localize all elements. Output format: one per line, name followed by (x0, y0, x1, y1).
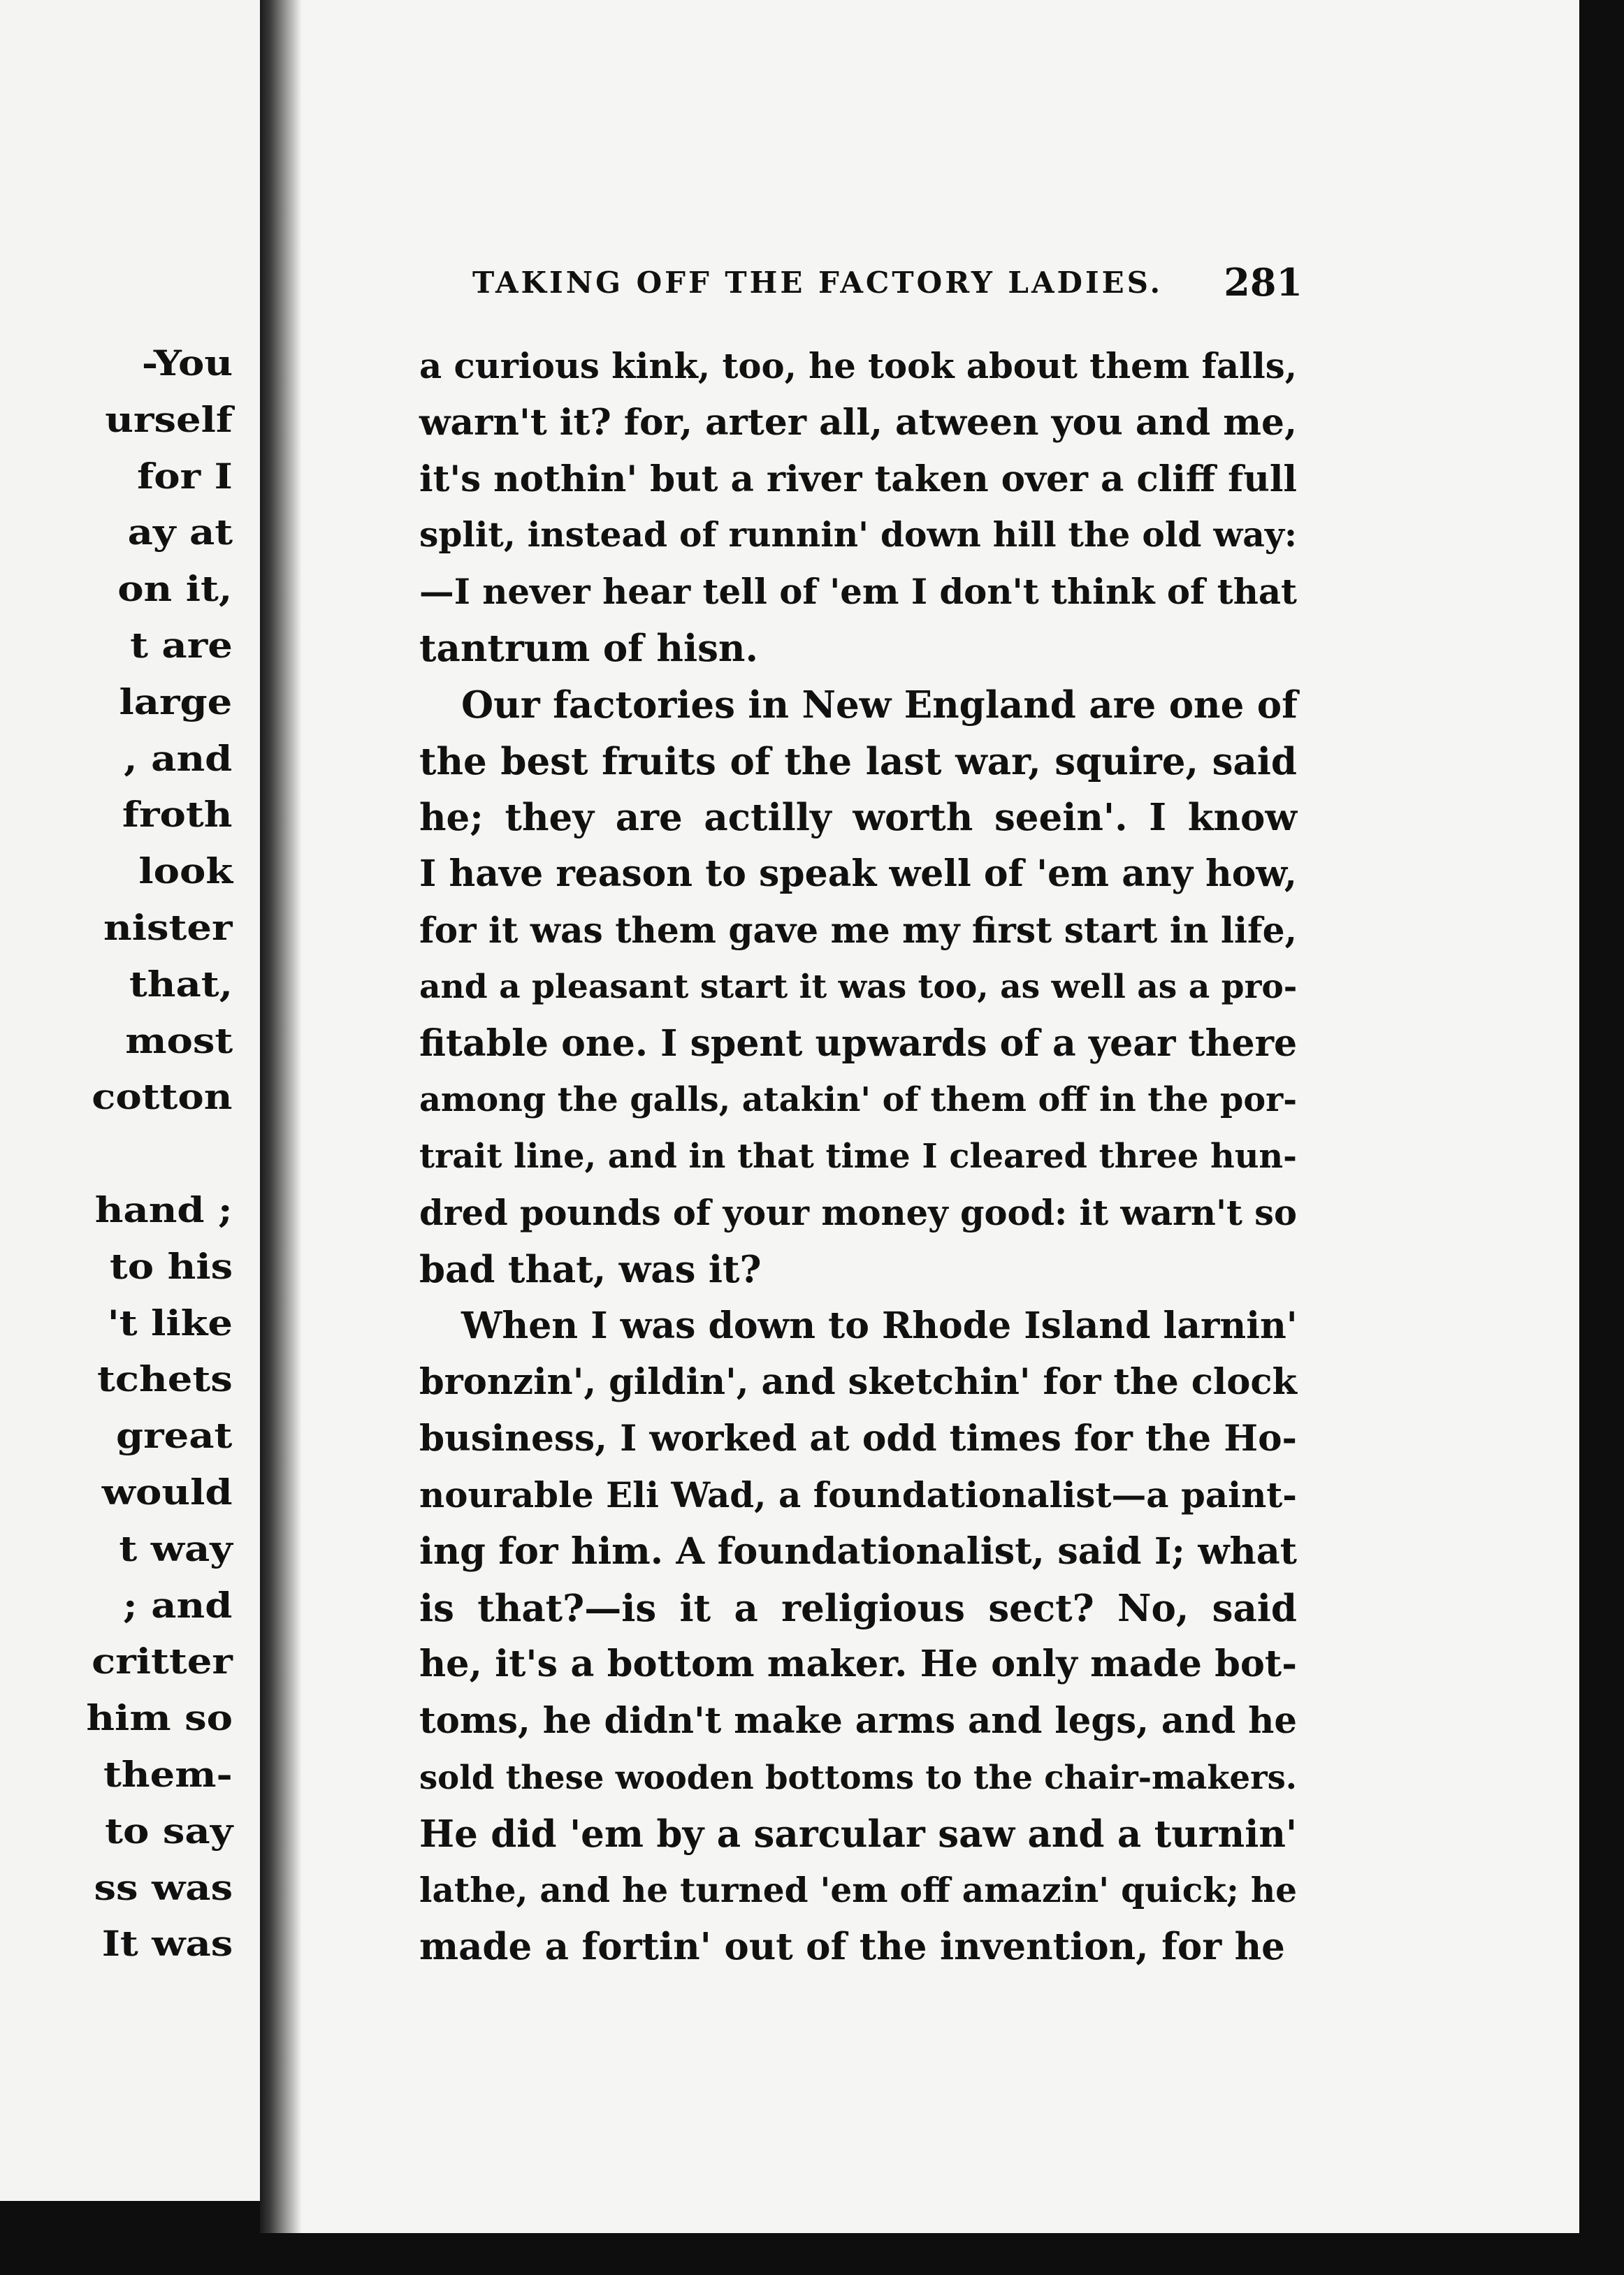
previous-page-line: froth (122, 794, 233, 836)
text-line: for it was them gave me my first start in life, (419, 909, 1297, 951)
previous-page-line: that, (129, 963, 233, 1005)
previous-page-line: most (124, 1019, 233, 1061)
previous-page-line: urself (105, 398, 233, 440)
previous-page-line: them- (103, 1754, 233, 1795)
text-line: I have reason to speak well of 'em any how, (419, 852, 1297, 896)
previous-page-line: hand ; (94, 1189, 233, 1230)
text-line: trait line, and in that time I cleared three hun- (419, 1137, 1297, 1177)
previous-page-line: t are (130, 625, 233, 666)
text-line: among the galls, atakin' of them off in the por- (419, 1080, 1298, 1120)
text-line: ing for him. A foundationalist, said I; what (419, 1529, 1297, 1573)
text-line: business, I worked at odd times for the Ho- (419, 1417, 1297, 1460)
previous-page-line: ss was (94, 1866, 233, 1908)
text-line: sold these wooden bottoms to the chair-makers. (419, 1757, 1297, 1796)
previous-page-line: , and (124, 737, 233, 779)
text-line: bronzin', gildin', and sketchin' for the clock (419, 1361, 1297, 1404)
text-line: dred pounds of your money good: it warn't so (419, 1192, 1297, 1233)
text-line: toms, he didn't make arms and legs, and he (419, 1700, 1297, 1743)
previous-page-line: 't like (107, 1302, 233, 1344)
text-line: it's nothin' but a river taken over a cliff full (419, 458, 1297, 500)
page-number: 281 (1224, 260, 1303, 305)
text-line: a curious kink, too, he took about them falls, (419, 345, 1297, 386)
text-line: lathe, and he turned 'em off amazin' quick; he (419, 1870, 1297, 1910)
previous-page-line: to say (104, 1810, 233, 1852)
text-line: warn't it? for, arter all, atween you and me, (419, 400, 1297, 444)
previous-page-line: nister (103, 907, 233, 948)
previous-page-line: cotton (92, 1076, 233, 1118)
text-line: and a pleasant start it was too, as well as a pro- (419, 967, 1298, 1006)
previous-page-line: for I (137, 455, 233, 497)
text-line: nourable Eli Wad, a foundationalist—a paint- (419, 1474, 1297, 1516)
previous-page-line: would (102, 1471, 233, 1513)
running-title: TAKING OFF THE FACTORY LADIES. (472, 266, 1163, 300)
text-line: Our factories in New England are one of (461, 683, 1298, 727)
previous-page-line: large (119, 681, 233, 722)
previous-page-line: ; and (123, 1584, 233, 1626)
previous-page-line: look (138, 850, 233, 892)
previous-page-line: great (116, 1415, 233, 1457)
previous-page-edge (0, 0, 280, 2201)
text-line: is that?—is it a religious sect? No, said (419, 1586, 1297, 1630)
text-line: He did 'em by a sarcular saw and a turnin' (419, 1812, 1298, 1856)
previous-page-line: tchets (97, 1358, 233, 1400)
text-line: he; they are actilly worth seein'. I know (419, 796, 1297, 840)
text-line: the best fruits of the last war, squire, said (419, 739, 1297, 783)
paragraph (419, 1298, 1297, 1976)
page-right-margin (1579, 0, 1624, 2275)
previous-page-line: t way (119, 1527, 233, 1569)
text-line: bad that, was it? (419, 1247, 762, 1291)
text-line: —I never hear tell of 'em I don't think of that (419, 571, 1297, 613)
previous-page-line: to his (109, 1245, 233, 1287)
previous-page-line: critter (92, 1641, 233, 1682)
running-head (472, 260, 1303, 309)
previous-page-line: -You (141, 342, 233, 384)
previous-page-line: on it, (117, 568, 233, 610)
paragraph (419, 677, 1297, 1298)
previous-page-line: ay at (127, 511, 233, 553)
text-line: When I was down to Rhode Island larnin' (461, 1304, 1298, 1347)
text-line: he, it's a bottom maker. He only made bot- (419, 1643, 1297, 1686)
paragraph (419, 338, 1297, 677)
text-line: fitable one. I spent upwards of a year there (419, 1022, 1298, 1065)
text-line: split, instead of runnin' down hill the old way: (419, 515, 1297, 555)
previous-page-line: It was (101, 1923, 233, 1965)
page-binding-shadow (260, 0, 302, 2233)
page-body-text (419, 338, 1297, 1975)
text-line: tantrum of hisn. (419, 626, 758, 670)
previous-page-line: him so (86, 1697, 233, 1739)
text-line: made a fortin' out of the invention, for he (419, 1925, 1285, 1969)
